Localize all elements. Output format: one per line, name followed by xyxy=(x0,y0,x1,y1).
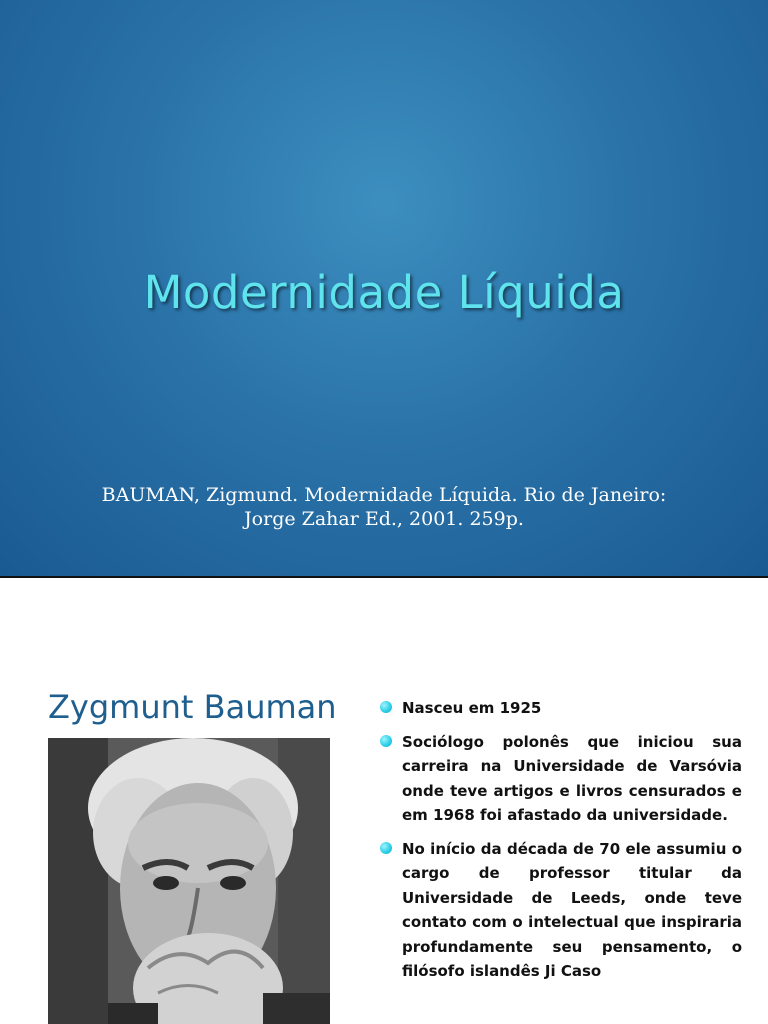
bibliographic-reference xyxy=(60,483,708,531)
bullet-text: No início da década de 70 ele assumiu o cargo de professor titular da Universidade de Leeds, onde teve contato com o intelectual que inspiraria profundamente seu pensamento, o filósofo islandês Ji Caso xyxy=(402,839,742,980)
bullet-dot-icon xyxy=(380,842,392,854)
bullet-dot-icon xyxy=(380,701,392,713)
reference-line-2: Jorge Zahar Ed., 2001. 259p. xyxy=(244,508,524,530)
biography-bullet-list xyxy=(380,696,742,993)
bullet-text: Sociólogo polonês que iniciou sua carreira na Universidade de Varsóvia onde teve artigos e livros censurados e em 1968 foi afastado da universidade. xyxy=(402,732,742,824)
slide-biography xyxy=(0,578,768,1024)
portrait-photo xyxy=(48,738,330,1024)
list-item xyxy=(380,730,742,828)
slide-heading: Zygmunt Bauman xyxy=(48,688,337,726)
list-item xyxy=(380,696,742,721)
slide-title-heading: Modernidade Líquida xyxy=(143,266,625,319)
portrait-illustration xyxy=(48,738,330,1024)
reference-line-1: BAUMAN, Zigmund. Modernidade Líquida. Rio de Janeiro: xyxy=(101,484,667,506)
bullet-text: Nasceu em 1925 xyxy=(402,699,542,717)
list-item xyxy=(380,837,742,984)
bullet-dot-icon xyxy=(380,735,392,747)
